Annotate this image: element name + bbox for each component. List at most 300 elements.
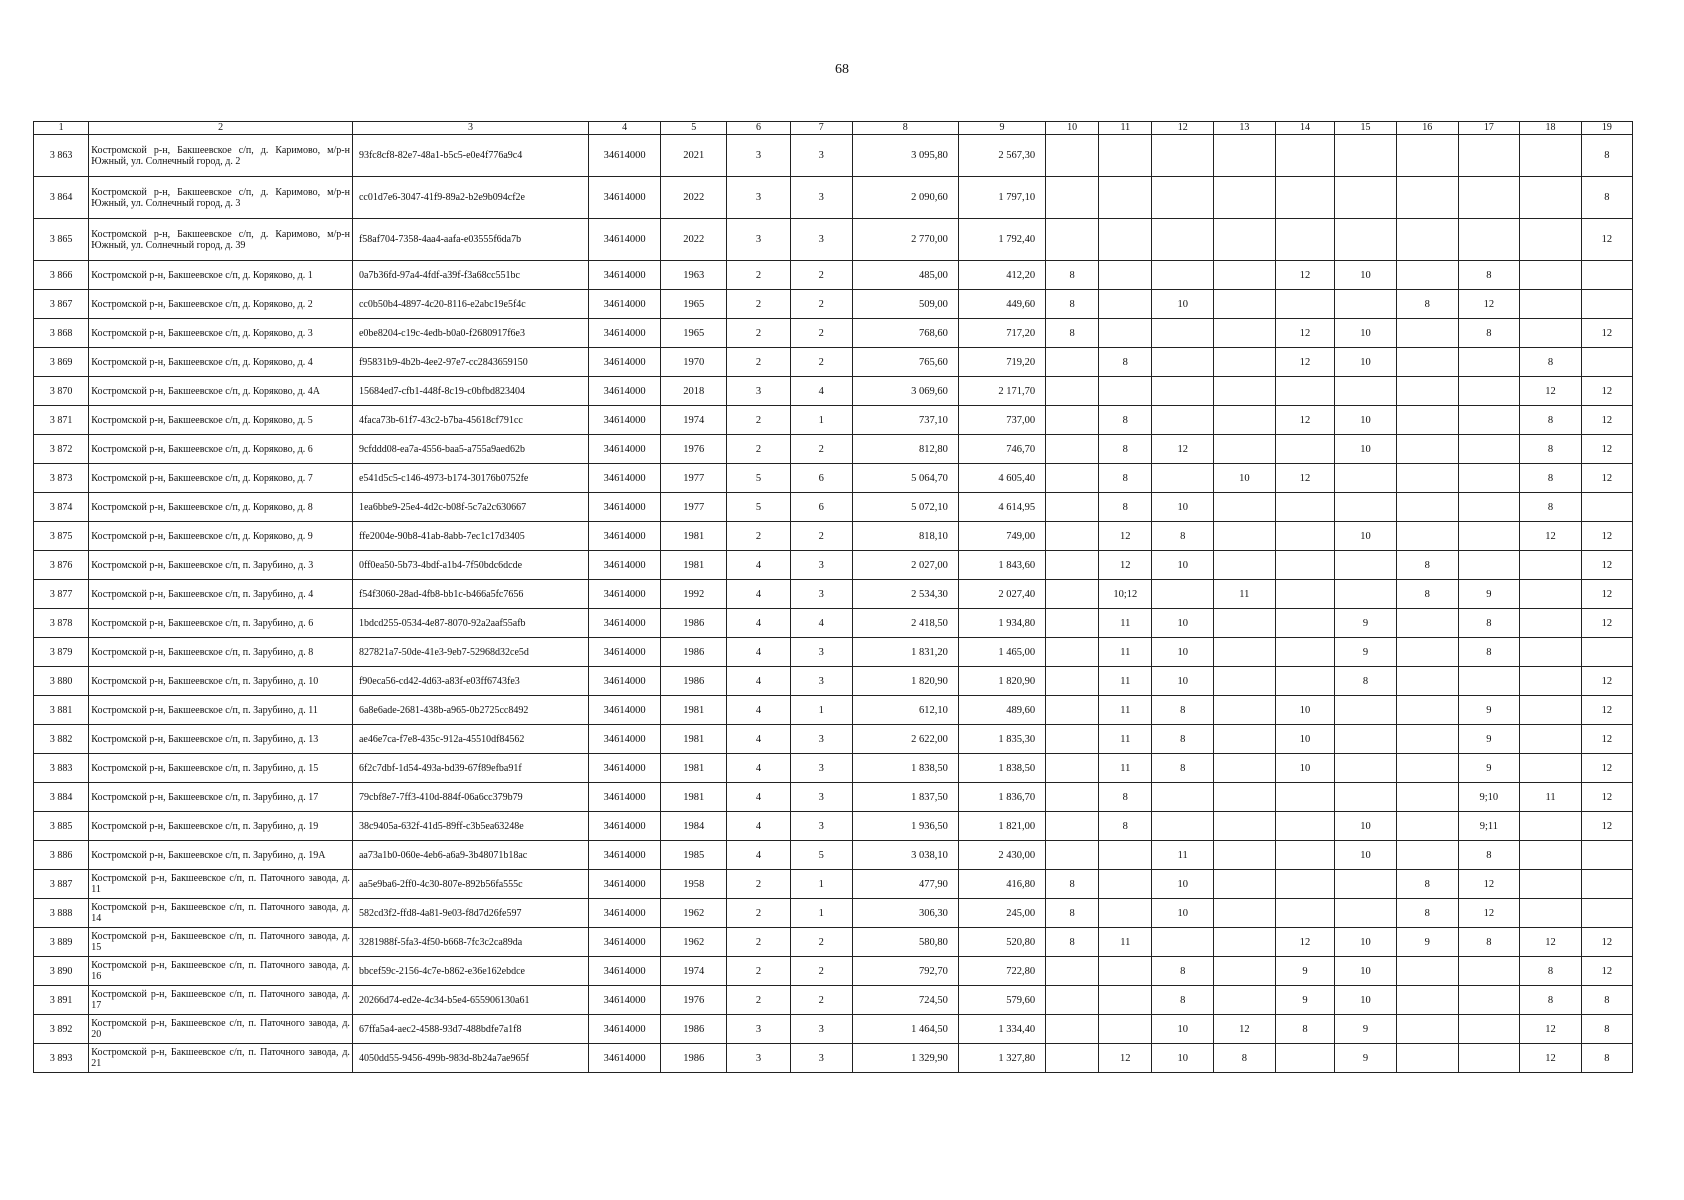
cell-col-11: 10;12: [1099, 580, 1152, 609]
cell-col-12: 12: [1152, 435, 1214, 464]
cell-col-11: 12: [1099, 522, 1152, 551]
cell-col-3: e0be8204-c19c-4edb-b0a0-f2680917f6e3: [352, 319, 588, 348]
cell-col-19: 12: [1581, 725, 1632, 754]
cell-col-1: 3 881: [34, 696, 89, 725]
cell-col-13: [1214, 638, 1276, 667]
cell-col-13: [1214, 522, 1276, 551]
cell-col-10: [1046, 957, 1099, 986]
cell-col-3: 6f2c7dbf-1d54-493a-bd39-67f89efba91f: [352, 754, 588, 783]
cell-col-12: 10: [1152, 493, 1214, 522]
cell-col-18: [1520, 841, 1582, 870]
cell-col-14: [1275, 435, 1335, 464]
cell-col-11: 8: [1099, 348, 1152, 377]
cell-col-9: 1 835,30: [958, 725, 1045, 754]
table-row: [34, 754, 1633, 783]
cell-col-19: [1581, 638, 1632, 667]
cell-col-11: 8: [1099, 406, 1152, 435]
table-row: [34, 290, 1633, 319]
cell-col-7: 6: [790, 464, 852, 493]
cell-col-13: [1214, 406, 1276, 435]
cell-col-9: 4 614,95: [958, 493, 1045, 522]
cell-col-5: 1992: [661, 580, 727, 609]
cell-col-3: 1ea6bbe9-25e4-4d2c-b08f-5c7a2c630667: [352, 493, 588, 522]
cell-col-1: 3 868: [34, 319, 89, 348]
cell-col-18: [1520, 725, 1582, 754]
cell-col-7: 6: [790, 493, 852, 522]
cell-col-10: [1046, 435, 1099, 464]
cell-col-11: [1099, 290, 1152, 319]
cell-col-19: [1581, 290, 1632, 319]
cell-col-8: 3 095,80: [852, 135, 958, 177]
cell-col-4: 34614000: [588, 696, 660, 725]
cell-col-3: 9cfddd08-ea7a-4556-baa5-a755a9aed62b: [352, 435, 588, 464]
cell-col-19: 8: [1581, 1044, 1632, 1073]
cell-col-15: 10: [1335, 986, 1397, 1015]
cell-col-9: 2 171,70: [958, 377, 1045, 406]
cell-col-9: 1 836,70: [958, 783, 1045, 812]
cell-col-11: 11: [1099, 609, 1152, 638]
cell-col-18: 8: [1520, 493, 1582, 522]
cell-col-15: 9: [1335, 1044, 1397, 1073]
cell-col-5: 1986: [661, 638, 727, 667]
cell-col-11: [1099, 319, 1152, 348]
cell-col-12: [1152, 319, 1214, 348]
cell-col-4: 34614000: [588, 1044, 660, 1073]
cell-col-13: [1214, 986, 1276, 1015]
cell-col-11: 8: [1099, 493, 1152, 522]
cell-col-11: [1099, 1015, 1152, 1044]
cell-col-7: 3: [790, 1015, 852, 1044]
cell-col-4: 34614000: [588, 406, 660, 435]
cell-col-5: 2022: [661, 177, 727, 219]
table-row: [34, 783, 1633, 812]
cell-col-5: 1970: [661, 348, 727, 377]
cell-col-1: 3 891: [34, 986, 89, 1015]
cell-col-3: f54f3060-28ad-4fb8-bb1c-b466a5fc7656: [352, 580, 588, 609]
cell-col-5: 2022: [661, 219, 727, 261]
cell-col-4: 34614000: [588, 135, 660, 177]
cell-col-18: [1520, 609, 1582, 638]
cell-col-2: Костромской р-н, Бакшеевское с/п, д. Коряково, д. 2: [89, 290, 353, 319]
cell-col-9: 1 792,40: [958, 219, 1045, 261]
cell-col-11: 11: [1099, 638, 1152, 667]
cell-col-17: 9: [1458, 696, 1520, 725]
cell-col-8: 2 534,30: [852, 580, 958, 609]
cell-col-5: 1965: [661, 290, 727, 319]
cell-col-10: [1046, 135, 1099, 177]
table-row: [34, 219, 1633, 261]
cell-col-3: aa73a1b0-060e-4eb6-a6a9-3b48071b18ac: [352, 841, 588, 870]
cell-col-3: ae46e7ca-f7e8-435c-912a-45510df84562: [352, 725, 588, 754]
cell-col-15: [1335, 377, 1397, 406]
cell-col-14: 10: [1275, 696, 1335, 725]
cell-col-17: [1458, 135, 1520, 177]
cell-col-10: [1046, 580, 1099, 609]
cell-col-11: [1099, 899, 1152, 928]
cell-col-16: 9: [1396, 928, 1458, 957]
cell-col-12: 10: [1152, 1015, 1214, 1044]
cell-col-15: [1335, 754, 1397, 783]
cell-col-7: 1: [790, 870, 852, 899]
cell-col-4: 34614000: [588, 219, 660, 261]
cell-col-6: 2: [727, 348, 791, 377]
cell-col-19: [1581, 841, 1632, 870]
table-row: [34, 580, 1633, 609]
cell-col-1: 3 893: [34, 1044, 89, 1073]
cell-col-7: 4: [790, 377, 852, 406]
cell-col-7: 2: [790, 261, 852, 290]
cell-col-2: Костромской р-н, Бакшеевское с/п, д. Каримово, м/р-н Южный, ул. Солнечный город, д. 3: [89, 177, 353, 219]
cell-col-7: 3: [790, 1044, 852, 1073]
cell-col-10: [1046, 754, 1099, 783]
cell-col-17: [1458, 1044, 1520, 1073]
cell-col-10: [1046, 696, 1099, 725]
cell-col-13: [1214, 348, 1276, 377]
cell-col-19: 12: [1581, 377, 1632, 406]
table-row: [34, 696, 1633, 725]
cell-col-19: 12: [1581, 464, 1632, 493]
cell-col-19: 12: [1581, 406, 1632, 435]
cell-col-17: [1458, 177, 1520, 219]
cell-col-4: 34614000: [588, 551, 660, 580]
cell-col-14: 10: [1275, 725, 1335, 754]
cell-col-1: 3 866: [34, 261, 89, 290]
cell-col-18: [1520, 667, 1582, 696]
column-header-3: 3: [352, 122, 588, 135]
cell-col-16: [1396, 1015, 1458, 1044]
cell-col-3: 0a7b36fd-97a4-4fdf-a39f-f3a68cc551bc: [352, 261, 588, 290]
cell-col-1: 3 884: [34, 783, 89, 812]
cell-col-4: 34614000: [588, 493, 660, 522]
cell-col-11: [1099, 177, 1152, 219]
cell-col-11: [1099, 957, 1152, 986]
cell-col-8: 792,70: [852, 957, 958, 986]
cell-col-13: [1214, 783, 1276, 812]
column-header-5: 5: [661, 122, 727, 135]
cell-col-13: [1214, 696, 1276, 725]
cell-col-18: 12: [1520, 1015, 1582, 1044]
cell-col-19: [1581, 899, 1632, 928]
cell-col-6: 3: [727, 377, 791, 406]
cell-col-1: 3 890: [34, 957, 89, 986]
cell-col-12: [1152, 464, 1214, 493]
cell-col-10: 8: [1046, 928, 1099, 957]
cell-col-3: e541d5c5-c146-4973-b174-30176b0752fe: [352, 464, 588, 493]
cell-col-4: 34614000: [588, 377, 660, 406]
cell-col-9: 1 465,00: [958, 638, 1045, 667]
cell-col-5: 1981: [661, 522, 727, 551]
cell-col-17: 9;10: [1458, 783, 1520, 812]
cell-col-16: [1396, 319, 1458, 348]
cell-col-8: 3 069,60: [852, 377, 958, 406]
cell-col-15: 10: [1335, 928, 1397, 957]
table-row: [34, 638, 1633, 667]
cell-col-10: 8: [1046, 261, 1099, 290]
column-header-15: 15: [1335, 122, 1397, 135]
column-header-10: 10: [1046, 122, 1099, 135]
cell-col-19: 12: [1581, 696, 1632, 725]
cell-col-18: [1520, 870, 1582, 899]
cell-col-9: 416,80: [958, 870, 1045, 899]
cell-col-5: 2021: [661, 135, 727, 177]
cell-col-16: [1396, 435, 1458, 464]
cell-col-17: [1458, 377, 1520, 406]
cell-col-12: 10: [1152, 870, 1214, 899]
cell-col-8: 509,00: [852, 290, 958, 319]
cell-col-11: 11: [1099, 696, 1152, 725]
cell-col-6: 2: [727, 290, 791, 319]
column-header-4: 4: [588, 122, 660, 135]
cell-col-14: [1275, 219, 1335, 261]
cell-col-1: 3 872: [34, 435, 89, 464]
cell-col-9: 1 820,90: [958, 667, 1045, 696]
cell-col-10: [1046, 177, 1099, 219]
cell-col-6: 2: [727, 899, 791, 928]
cell-col-3: 4050dd55-9456-499b-983d-8b24a7ae965f: [352, 1044, 588, 1073]
cell-col-19: 12: [1581, 580, 1632, 609]
cell-col-4: 34614000: [588, 464, 660, 493]
cell-col-13: [1214, 928, 1276, 957]
cell-col-2: Костромской р-н, Бакшеевское с/п, д. Коряково, д. 1: [89, 261, 353, 290]
cell-col-4: 34614000: [588, 261, 660, 290]
cell-col-4: 34614000: [588, 290, 660, 319]
cell-col-16: [1396, 667, 1458, 696]
cell-col-5: 1962: [661, 899, 727, 928]
cell-col-19: [1581, 348, 1632, 377]
table-row: [34, 812, 1633, 841]
cell-col-9: 722,80: [958, 957, 1045, 986]
cell-col-18: [1520, 135, 1582, 177]
cell-col-1: 3 878: [34, 609, 89, 638]
table-row: [34, 609, 1633, 638]
cell-col-5: 2018: [661, 377, 727, 406]
cell-col-18: [1520, 219, 1582, 261]
cell-col-12: [1152, 812, 1214, 841]
cell-col-6: 5: [727, 464, 791, 493]
cell-col-16: [1396, 841, 1458, 870]
cell-col-18: 8: [1520, 406, 1582, 435]
cell-col-11: 11: [1099, 725, 1152, 754]
cell-col-17: [1458, 219, 1520, 261]
cell-col-4: 34614000: [588, 667, 660, 696]
cell-col-8: 724,50: [852, 986, 958, 1015]
cell-col-7: 3: [790, 135, 852, 177]
cell-col-13: 12: [1214, 1015, 1276, 1044]
cell-col-10: 8: [1046, 319, 1099, 348]
cell-col-5: 1981: [661, 725, 727, 754]
cell-col-2: Костромской р-н, Бакшеевское с/п, п. Паточного завода, д. 20: [89, 1015, 353, 1044]
cell-col-6: 2: [727, 406, 791, 435]
cell-col-2: Костромской р-н, Бакшеевское с/п, д. Коряково, д. 8: [89, 493, 353, 522]
cell-col-11: 8: [1099, 464, 1152, 493]
cell-col-8: 765,60: [852, 348, 958, 377]
cell-col-13: [1214, 841, 1276, 870]
column-header-2: 2: [89, 122, 353, 135]
cell-col-10: [1046, 638, 1099, 667]
cell-col-16: [1396, 135, 1458, 177]
cell-col-2: Костромской р-н, Бакшеевское с/п, д. Коряково, д. 3: [89, 319, 353, 348]
cell-col-6: 3: [727, 177, 791, 219]
cell-col-2: Костромской р-н, Бакшеевское с/п, п. Паточного завода, д. 14: [89, 899, 353, 928]
cell-col-8: 477,90: [852, 870, 958, 899]
cell-col-7: 1: [790, 899, 852, 928]
cell-col-8: 737,10: [852, 406, 958, 435]
cell-col-11: [1099, 135, 1152, 177]
cell-col-2: Костромской р-н, Бакшеевское с/п, д. Коряково, д. 9: [89, 522, 353, 551]
cell-col-18: [1520, 551, 1582, 580]
cell-col-12: [1152, 580, 1214, 609]
cell-col-8: 818,10: [852, 522, 958, 551]
cell-col-6: 4: [727, 812, 791, 841]
cell-col-11: [1099, 870, 1152, 899]
cell-col-5: 1981: [661, 696, 727, 725]
cell-col-9: 737,00: [958, 406, 1045, 435]
cell-col-13: 10: [1214, 464, 1276, 493]
cell-col-15: [1335, 464, 1397, 493]
cell-col-8: 2 622,00: [852, 725, 958, 754]
cell-col-17: 8: [1458, 319, 1520, 348]
cell-col-2: Костромской р-н, Бакшеевское с/п, д. Коряково, д. 4А: [89, 377, 353, 406]
table-row: [34, 551, 1633, 580]
cell-col-10: [1046, 783, 1099, 812]
cell-col-13: [1214, 290, 1276, 319]
cell-col-4: 34614000: [588, 348, 660, 377]
cell-col-15: [1335, 219, 1397, 261]
cell-col-4: 34614000: [588, 1015, 660, 1044]
cell-col-3: f58af704-7358-4aa4-aafa-e03555f6da7b: [352, 219, 588, 261]
cell-col-14: [1275, 899, 1335, 928]
cell-col-16: [1396, 261, 1458, 290]
cell-col-7: 1: [790, 696, 852, 725]
cell-col-9: 1 797,10: [958, 177, 1045, 219]
cell-col-16: [1396, 638, 1458, 667]
cell-col-9: 1 821,00: [958, 812, 1045, 841]
cell-col-16: [1396, 783, 1458, 812]
table-row: [34, 319, 1633, 348]
cell-col-2: Костромской р-н, Бакшеевское с/п, д. Коряково, д. 5: [89, 406, 353, 435]
cell-col-16: [1396, 1044, 1458, 1073]
cell-col-19: 12: [1581, 609, 1632, 638]
cell-col-5: 1986: [661, 1015, 727, 1044]
cell-col-13: [1214, 870, 1276, 899]
table-row: [34, 841, 1633, 870]
cell-col-19: 12: [1581, 219, 1632, 261]
cell-col-3: 4faca73b-61f7-43c2-b7ba-45618cf791cc: [352, 406, 588, 435]
cell-col-3: cc01d7e6-3047-41f9-89a2-b2e9b094cf2e: [352, 177, 588, 219]
cell-col-14: [1275, 551, 1335, 580]
cell-col-7: 3: [790, 667, 852, 696]
cell-col-1: 3 867: [34, 290, 89, 319]
cell-col-5: 1962: [661, 928, 727, 957]
cell-col-17: 9;11: [1458, 812, 1520, 841]
cell-col-12: 10: [1152, 1044, 1214, 1073]
column-header-7: 7: [790, 122, 852, 135]
cell-col-1: 3 870: [34, 377, 89, 406]
cell-col-13: [1214, 725, 1276, 754]
cell-col-6: 3: [727, 219, 791, 261]
cell-col-1: 3 876: [34, 551, 89, 580]
cell-col-7: 3: [790, 177, 852, 219]
cell-col-14: [1275, 638, 1335, 667]
cell-col-2: Костромской р-н, Бакшеевское с/п, п. Зарубино, д. 10: [89, 667, 353, 696]
cell-col-8: 1 820,90: [852, 667, 958, 696]
cell-col-15: [1335, 580, 1397, 609]
cell-col-18: 8: [1520, 348, 1582, 377]
cell-col-7: 2: [790, 957, 852, 986]
column-header-8: 8: [852, 122, 958, 135]
cell-col-17: [1458, 551, 1520, 580]
cell-col-1: 3 869: [34, 348, 89, 377]
cell-col-9: 245,00: [958, 899, 1045, 928]
cell-col-6: 3: [727, 1015, 791, 1044]
cell-col-9: 520,80: [958, 928, 1045, 957]
table-row: [34, 406, 1633, 435]
cell-col-12: 8: [1152, 754, 1214, 783]
cell-col-5: 1986: [661, 1044, 727, 1073]
cell-col-13: [1214, 957, 1276, 986]
cell-col-17: [1458, 957, 1520, 986]
cell-col-17: [1458, 435, 1520, 464]
cell-col-14: 10: [1275, 754, 1335, 783]
cell-col-13: [1214, 754, 1276, 783]
cell-col-10: [1046, 986, 1099, 1015]
table-row: [34, 870, 1633, 899]
cell-col-15: [1335, 870, 1397, 899]
cell-col-9: 412,20: [958, 261, 1045, 290]
cell-col-8: 580,80: [852, 928, 958, 957]
cell-col-8: 1 831,20: [852, 638, 958, 667]
cell-col-3: 6a8e6ade-2681-438b-a965-0b2725cc8492: [352, 696, 588, 725]
cell-col-15: [1335, 899, 1397, 928]
cell-col-15: 10: [1335, 261, 1397, 290]
cell-col-6: 4: [727, 551, 791, 580]
cell-col-1: 3 885: [34, 812, 89, 841]
cell-col-15: 9: [1335, 609, 1397, 638]
cell-col-17: [1458, 348, 1520, 377]
cell-col-2: Костромской р-н, Бакшеевское с/п, п. Паточного завода, д. 16: [89, 957, 353, 986]
cell-col-18: 12: [1520, 928, 1582, 957]
cell-col-8: 768,60: [852, 319, 958, 348]
cell-col-11: 12: [1099, 1044, 1152, 1073]
table-row: [34, 957, 1633, 986]
cell-col-16: 8: [1396, 551, 1458, 580]
cell-col-7: 2: [790, 435, 852, 464]
cell-col-1: 3 874: [34, 493, 89, 522]
cell-col-5: 1981: [661, 783, 727, 812]
cell-col-7: 2: [790, 290, 852, 319]
cell-col-6: 2: [727, 870, 791, 899]
cell-col-15: [1335, 290, 1397, 319]
cell-col-6: 2: [727, 522, 791, 551]
cell-col-8: 485,00: [852, 261, 958, 290]
cell-col-8: 5 064,70: [852, 464, 958, 493]
cell-col-14: 8: [1275, 1015, 1335, 1044]
cell-col-19: 8: [1581, 1015, 1632, 1044]
cell-col-7: 3: [790, 812, 852, 841]
cell-col-1: 3 888: [34, 899, 89, 928]
cell-col-12: 11: [1152, 841, 1214, 870]
cell-col-13: [1214, 667, 1276, 696]
cell-col-11: 8: [1099, 812, 1152, 841]
table-row: [34, 435, 1633, 464]
cell-col-9: 1 334,40: [958, 1015, 1045, 1044]
cell-col-17: 8: [1458, 841, 1520, 870]
cell-col-13: [1214, 812, 1276, 841]
cell-col-7: 4: [790, 609, 852, 638]
cell-col-6: 2: [727, 957, 791, 986]
cell-col-16: [1396, 957, 1458, 986]
cell-col-3: 67ffa5a4-aec2-4588-93d7-488bdfe7a1f8: [352, 1015, 588, 1044]
